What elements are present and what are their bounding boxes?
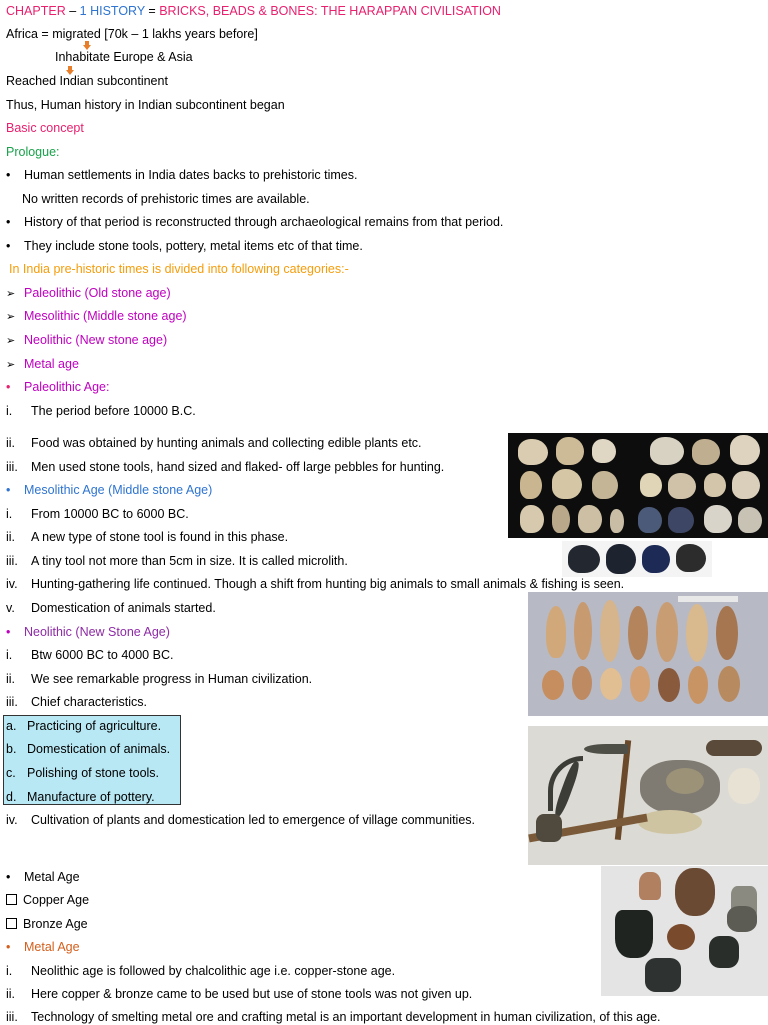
basic-concept-heading: Basic concept [6,121,84,135]
chapter-name: BRICKS, BEADS & BONES: THE HARAPPAN CIVILISATION [159,4,501,18]
neolithic-heading-text: Neolithic (New Stone Age) [24,625,170,639]
list-letter: c. [6,766,16,780]
list-item [6,963,395,979]
list-number: iii. [6,554,18,568]
list-item [6,403,196,419]
list-text: Polishing of stone tools. [27,766,160,780]
prologue-bullet-3: • They include stone tools, pottery, metal items etc of that time. [6,239,363,253]
list-item [6,1009,661,1025]
list-item [6,459,444,475]
list-item [6,789,155,805]
neolithic-heading: • Neolithic (New Stone Age) [6,625,170,639]
list-number: iii. [6,695,18,709]
prologue-bullet-1: • Human settlements in India dates backs to prehistoric times. [6,168,358,182]
list-item [6,718,161,734]
chapter-label: CHAPTER [6,4,66,18]
list-number: i. [6,404,13,418]
prologue-bullet-1b: No written records of prehistoric times are available. [22,192,310,206]
dash: – [65,4,80,18]
list-text: Manufacture of pottery. [27,790,155,804]
prologue-bullet-1-text: Human settlements in India dates backs to prehistoric times. [24,168,358,182]
list-item [6,506,189,522]
category-label: Metal age [24,357,79,371]
list-number: iii. [6,460,18,474]
list-text: Neolithic age is followed by chalcolithic age i.e. copper-stone age. [31,964,396,978]
arrowhead-bullet-icon: ➢ [6,288,16,300]
list-number: ii. [6,436,16,450]
checkbox-item [6,892,89,908]
list-number: iv. [6,813,18,827]
checkbox-item [6,916,88,932]
list-letter: d. [6,790,17,804]
list-text: From 10000 BC to 6000 BC. [31,507,189,521]
arrowhead-bullet-icon: ➢ [6,311,16,323]
polished-axes-photo [601,866,768,996]
list-text: Food was obtained by hunting animals and collecting edible plants etc. [31,436,422,450]
list-letter: b. [6,742,17,756]
list-item [6,553,348,569]
arrowhead-bullet-icon: ➢ [6,359,16,371]
category-label: Neolithic (New stone age) [24,333,168,347]
list-text: Here copper & bronze came to be used but use of stone tools was not given up. [31,987,473,1001]
checkbox-item-label: Copper Age [23,893,90,907]
paleolithic-tools-photo [508,433,768,538]
prologue-bullet-2-text: History of that period is reconstructed through archaeological remains from that period. [24,215,504,229]
list-number: i. [6,964,13,978]
list-number: ii. [6,530,16,544]
list-item [6,812,475,828]
list-text: A tiny tool not more than 5cm in size. It is called microlith. [31,554,348,568]
mesolithic-heading-text: Mesolithic Age (Middle stone Age) [24,483,213,497]
intro-line-4: Thus, Human history in Indian subcontinent began [6,98,285,112]
list-item [6,671,312,687]
list-text: Men used stone tools, hand sized and flaked- off large pebbles for hunting. [31,460,445,474]
metal-age-bullet: • Metal Age [6,870,80,884]
list-item [6,986,472,1002]
checkbox-item-label: Bronze Age [23,917,88,931]
neolithic-tools-photo [528,726,768,865]
category-item [6,285,171,302]
list-text: A new type of stone tool is found in this phase. [31,530,289,544]
list-number: i. [6,648,13,662]
list-item [6,741,170,757]
mesolithic-heading: • Mesolithic Age (Middle stone Age) [6,483,213,497]
paleolithic-heading: • Paleolithic Age: [6,380,110,394]
list-text: Btw 6000 BC to 4000 BC. [31,648,174,662]
list-number: i. [6,507,13,521]
list-letter: a. [6,719,17,733]
metal-age-heading: • Metal Age [6,940,80,954]
equals-sign: = [144,4,160,18]
list-number: v. [6,601,15,615]
paleolithic-heading-text: Paleolithic Age: [24,380,110,394]
list-text: Hunting-gathering life continued. Though a shift from hunting big animals to small animals & fishing is seen. [31,577,625,591]
category-label: Paleolithic (Old stone age) [24,286,171,300]
metal-age-heading-text: Metal Age [24,940,80,954]
list-item [6,529,288,545]
list-item [6,647,173,663]
intro-line-3: Reached Indian subcontinent [6,74,168,88]
intro-line-1: Africa = migrated [70k – 1 lakhs years before] [6,27,258,41]
category-item [6,356,79,373]
list-number: iv. [6,577,18,591]
history-label: 1 HISTORY [79,4,145,18]
list-text: Cultivation of plants and domestication led to emergence of village communities. [31,813,475,827]
chapter-title [6,3,501,19]
microlith-tools-photo [562,541,712,577]
list-item [6,765,159,781]
list-text: Domestication of animals. [27,742,171,756]
list-number: ii. [6,672,16,686]
list-text: The period before 10000 B.C. [31,404,196,418]
checkbox-bullet-icon [6,894,17,905]
categories-heading: In India pre-historic times is divided into following categories:- [9,262,349,276]
list-item [6,600,216,616]
list-text: Chief characteristics. [31,695,148,709]
list-number: ii. [6,987,16,1001]
list-text: Technology of smelting metal ore and crafting metal is an important development in human civilization, of this age. [31,1010,661,1024]
prologue-heading: Prologue: [6,145,60,159]
arrowhead-bullet-icon: ➢ [6,335,16,347]
neolithic-blades-photo [528,592,768,716]
intro-line-2: Inhabitate Europe & Asia [55,50,193,64]
list-item [6,576,624,592]
list-number: iii. [6,1010,18,1024]
list-item [6,694,147,710]
list-item [6,435,422,451]
category-item [6,332,167,349]
prologue-bullet-2: • History of that period is reconstructed through archaeological remains from that period. [6,215,504,229]
category-label: Mesolithic (Middle stone age) [24,309,187,323]
list-text: Domestication of animals started. [31,601,216,615]
category-item [6,308,187,325]
metal-age-bullet-text: Metal Age [24,870,80,884]
list-text: Practicing of agriculture. [27,719,162,733]
checkbox-bullet-icon [6,918,17,929]
list-text: We see remarkable progress in Human civilization. [31,672,313,686]
prologue-bullet-3-text: They include stone tools, pottery, metal items etc of that time. [24,239,363,253]
